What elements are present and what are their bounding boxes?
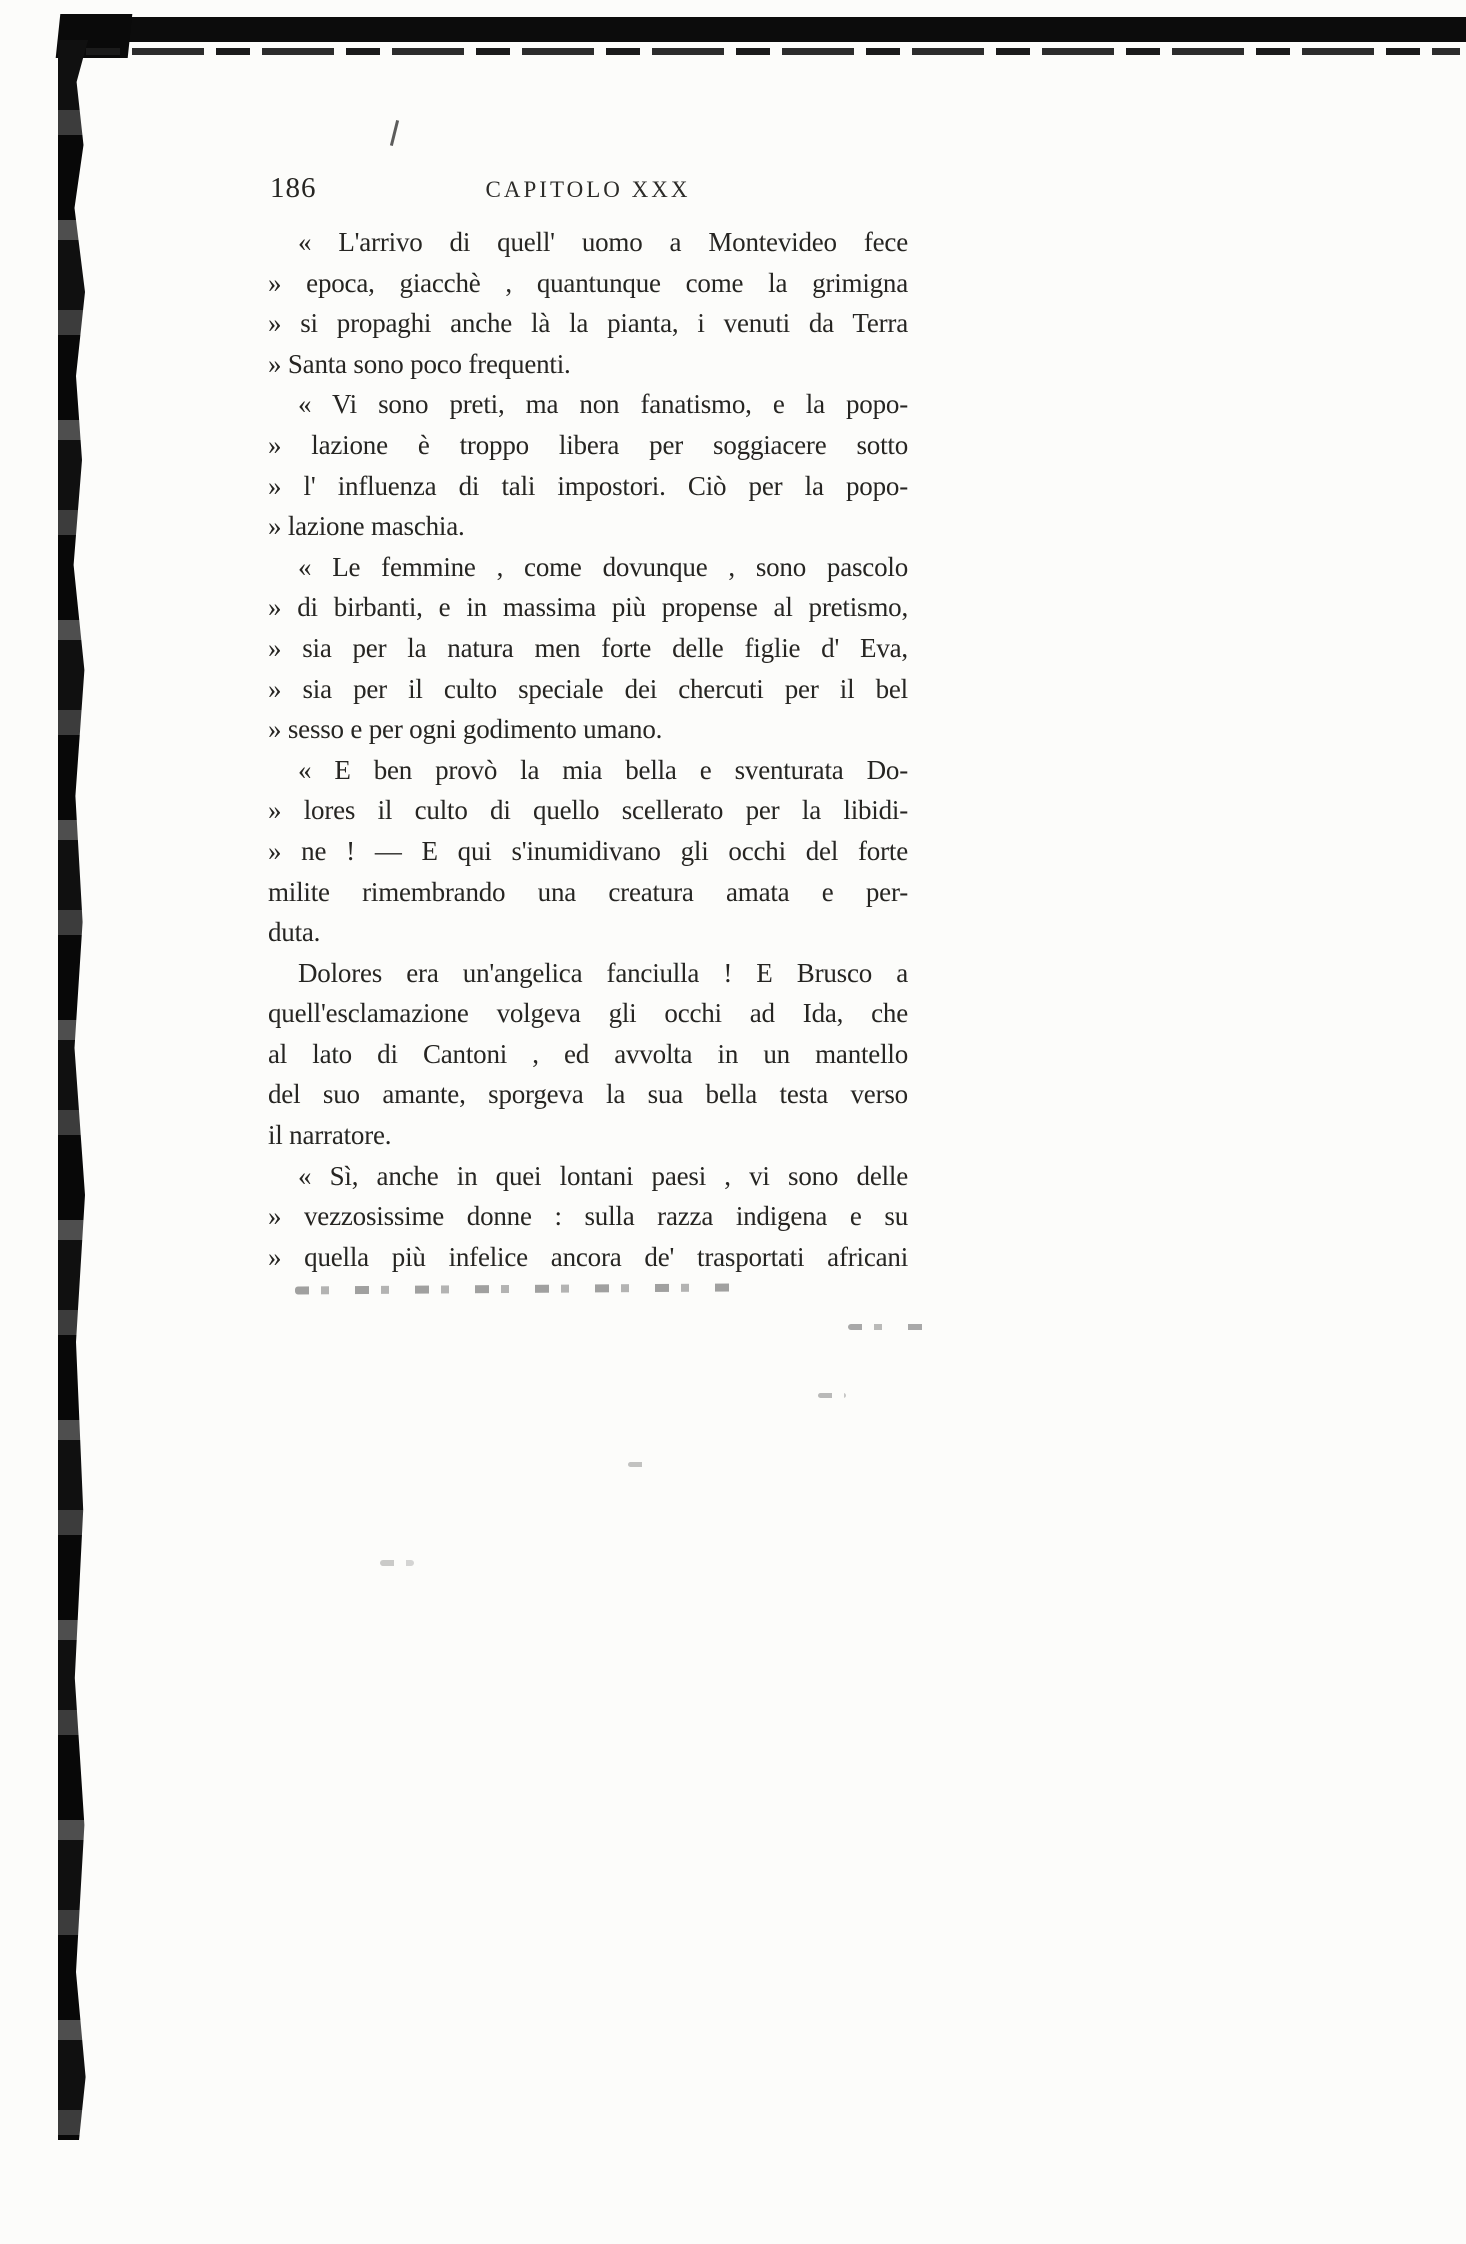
paragraph xyxy=(268,384,908,546)
chapter-heading: CAPITOLO XXX xyxy=(485,177,691,202)
text-line: Dolores era un'angelica fanciulla ! E Brusco a xyxy=(298,957,908,988)
text-line: il narratore. xyxy=(268,1120,392,1151)
paragraph xyxy=(268,1156,908,1278)
text-line: » ne ! — E qui s'inumidivano gli occhi del forte xyxy=(268,835,908,866)
text-line: » sesso e per ogni godimento umano. xyxy=(268,714,663,745)
text-line: « E ben provò la mia bella e sventurata Do- xyxy=(298,754,908,785)
text-line: » quella più infelice ancora de' trasportati africani xyxy=(268,1241,908,1272)
text-line: duta. xyxy=(268,917,321,948)
text-line: » Santa sono poco frequenti. xyxy=(268,348,571,379)
page-content xyxy=(268,168,908,1277)
text-line: « Vi sono preti, ma non fanatismo, e la popo- xyxy=(298,389,908,420)
text-line: « L'arrivo di quell' uomo a Montevideo fece xyxy=(298,227,908,257)
text-line: » lazione è troppo libera per soggiacere sotto xyxy=(268,429,908,460)
text-line: « Sì, anche in quei lontani paesi , vi sono delle xyxy=(298,1160,908,1191)
scan-artifact-top-edge xyxy=(62,17,1466,42)
running-header xyxy=(268,168,908,218)
text-line: » lores il culto di quello scellerato per la libidi- xyxy=(268,795,908,826)
scan-smudge xyxy=(818,1393,846,1398)
text-line: » lazione maschia. xyxy=(268,511,465,542)
text-line: » l' influenza di tali impostori. Ciò per la popo- xyxy=(268,470,908,501)
text-line: » epoca, giacchè , quantunque come la grimigna xyxy=(268,267,908,298)
scan-smudge xyxy=(848,1324,932,1330)
scan-smudge xyxy=(380,1560,414,1566)
paragraph xyxy=(268,750,908,953)
text-line: quell'esclamazione volgeva gli occhi ad Ida, che xyxy=(268,998,908,1029)
page-number: 186 xyxy=(270,172,317,204)
text-line: « Le femmine , come dovunque , sono pascolo xyxy=(298,551,908,582)
paragraph xyxy=(268,953,908,1156)
text-line: » vezzosissime donne : sulla razza indigena e su xyxy=(268,1201,908,1232)
text-line: » di birbanti, e in massima più propense al pretismo, xyxy=(268,592,908,623)
text-line: » sia per il culto speciale dei chercuti per il bel xyxy=(268,673,908,704)
scan-smudge xyxy=(628,1462,648,1467)
text-line: del suo amante, sporgeva la sua bella testa verso xyxy=(268,1079,908,1110)
text-line: » si propaghi anche là la pianta, i venuti da Terra xyxy=(268,308,908,339)
paragraph xyxy=(268,222,908,384)
paragraph xyxy=(268,547,908,750)
text-line: milite rimembrando una creatura amata e per- xyxy=(268,876,908,907)
text-line: » sia per la natura men forte delle figlie d' Eva, xyxy=(268,632,908,663)
text-line: al lato di Cantoni , ed avvolta in un mantello xyxy=(268,1038,908,1069)
page-text xyxy=(268,222,908,1277)
